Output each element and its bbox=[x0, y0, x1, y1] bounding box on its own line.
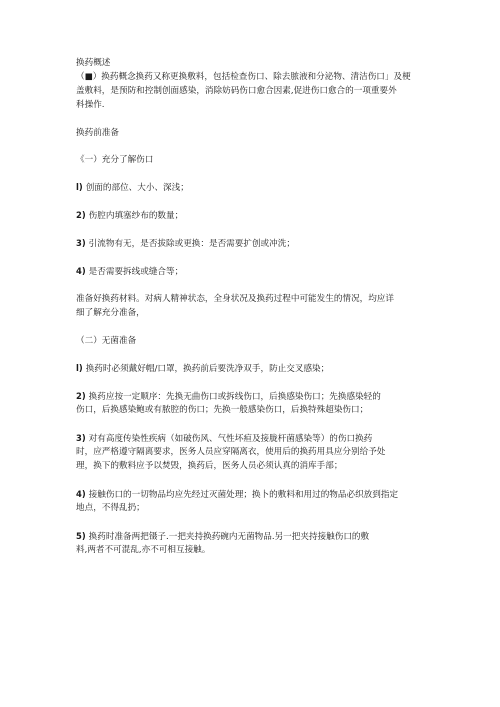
list-item-text: 接触伤口的一切物品均应先经过灭菌处理；换卜的敷料和用过的物品必织放到指定 bbox=[88, 490, 399, 500]
doc-title: 换药概述 bbox=[76, 58, 111, 68]
subsection-heading-1: 《一）充分了解伤口 bbox=[76, 155, 154, 165]
list-item bbox=[76, 489, 398, 501]
list-item-continuation: 地点，不得乱扔； bbox=[76, 503, 145, 513]
list-item-number: 2) bbox=[76, 210, 86, 220]
list-item bbox=[76, 531, 369, 543]
list-item bbox=[76, 391, 381, 403]
intro-line-2: 盖敷料，是预防和控制创面感染，消除妨码伤口愈合因素,促进伤口愈合的一项重要外 bbox=[76, 86, 397, 96]
list-item-number: l) bbox=[76, 363, 83, 373]
subsection-heading-2: （二）无菌准备 bbox=[76, 336, 137, 346]
list-item bbox=[76, 266, 183, 278]
list-item-number: l) bbox=[76, 182, 83, 192]
intro-line-1: （■）换药概念换药又称更换敷料，包括检查伤口、除去脓液和分泌物、清洁伤口」及梗 bbox=[76, 72, 411, 82]
list-item-text: 伤腔内填塞纱布的数量； bbox=[88, 211, 184, 221]
list-item-number: 5) bbox=[76, 531, 86, 541]
list-item bbox=[76, 238, 295, 250]
list-item-continuation: 料,两者不可混乱,亦不可相互接触。 bbox=[76, 545, 211, 555]
list-item bbox=[76, 182, 189, 194]
list-item-continuation: 时，应严格遵守隔离要求，医务人员应穿隔离衣，使用后的换药用具应分别给予处 bbox=[76, 447, 386, 457]
list-item-number: 3) bbox=[76, 238, 86, 248]
prep-note-line-2: 细了解充分准备， bbox=[76, 308, 145, 318]
list-item-text: 换药应按一定顺序：先换无曲伤口或拆线伤口，后换感染伤口；先换感染轻的 bbox=[88, 392, 381, 402]
prep-note-line-1: 准备好换药材料。对病人精神状态，全身状况及换药过程中可能发生的情况，均应详 bbox=[76, 294, 394, 304]
list-item-text: 引流物有无，是否拔除或更换：是否需要扩创或冲洗； bbox=[88, 239, 295, 249]
list-item-text: 是否需要拆线或缝合等； bbox=[88, 267, 184, 277]
list-item bbox=[76, 210, 183, 222]
list-item-number: 4) bbox=[76, 266, 86, 276]
list-item-continuation: 伤口，后换感染鲍或有脓腔的伤口；先换一般感染伤口，后换特殊超染伤口； bbox=[76, 405, 369, 415]
list-item-number: 4) bbox=[76, 489, 86, 499]
section-heading-prep: 换药前准备 bbox=[76, 128, 119, 138]
list-item bbox=[76, 363, 329, 375]
list-item-number: 3) bbox=[76, 433, 86, 443]
list-item-text: 换药时必须戴好帽/口罩，换药前后要洗净双手，防止交叉感染； bbox=[85, 364, 330, 374]
list-item bbox=[76, 433, 372, 445]
list-item-number: 2) bbox=[76, 391, 86, 401]
intro-line-3: 科操作. bbox=[76, 100, 105, 110]
list-item-text: 对有高度传染性疾病（如破伤风、气性坏疸及接胧杆菌感染等）的伤口换药 bbox=[88, 434, 373, 444]
list-item-continuation: 理，换下的敷料应予以焚毁，换药后，医务人员必须认真的消库手部； bbox=[76, 461, 343, 471]
list-item-text: 换药时准备两把镊子.一把夹持换药碗内无菌物品.另一把夹持接触伤口的敷 bbox=[88, 532, 370, 542]
list-item-text: 创面的部位、大小、深浅； bbox=[85, 183, 189, 193]
